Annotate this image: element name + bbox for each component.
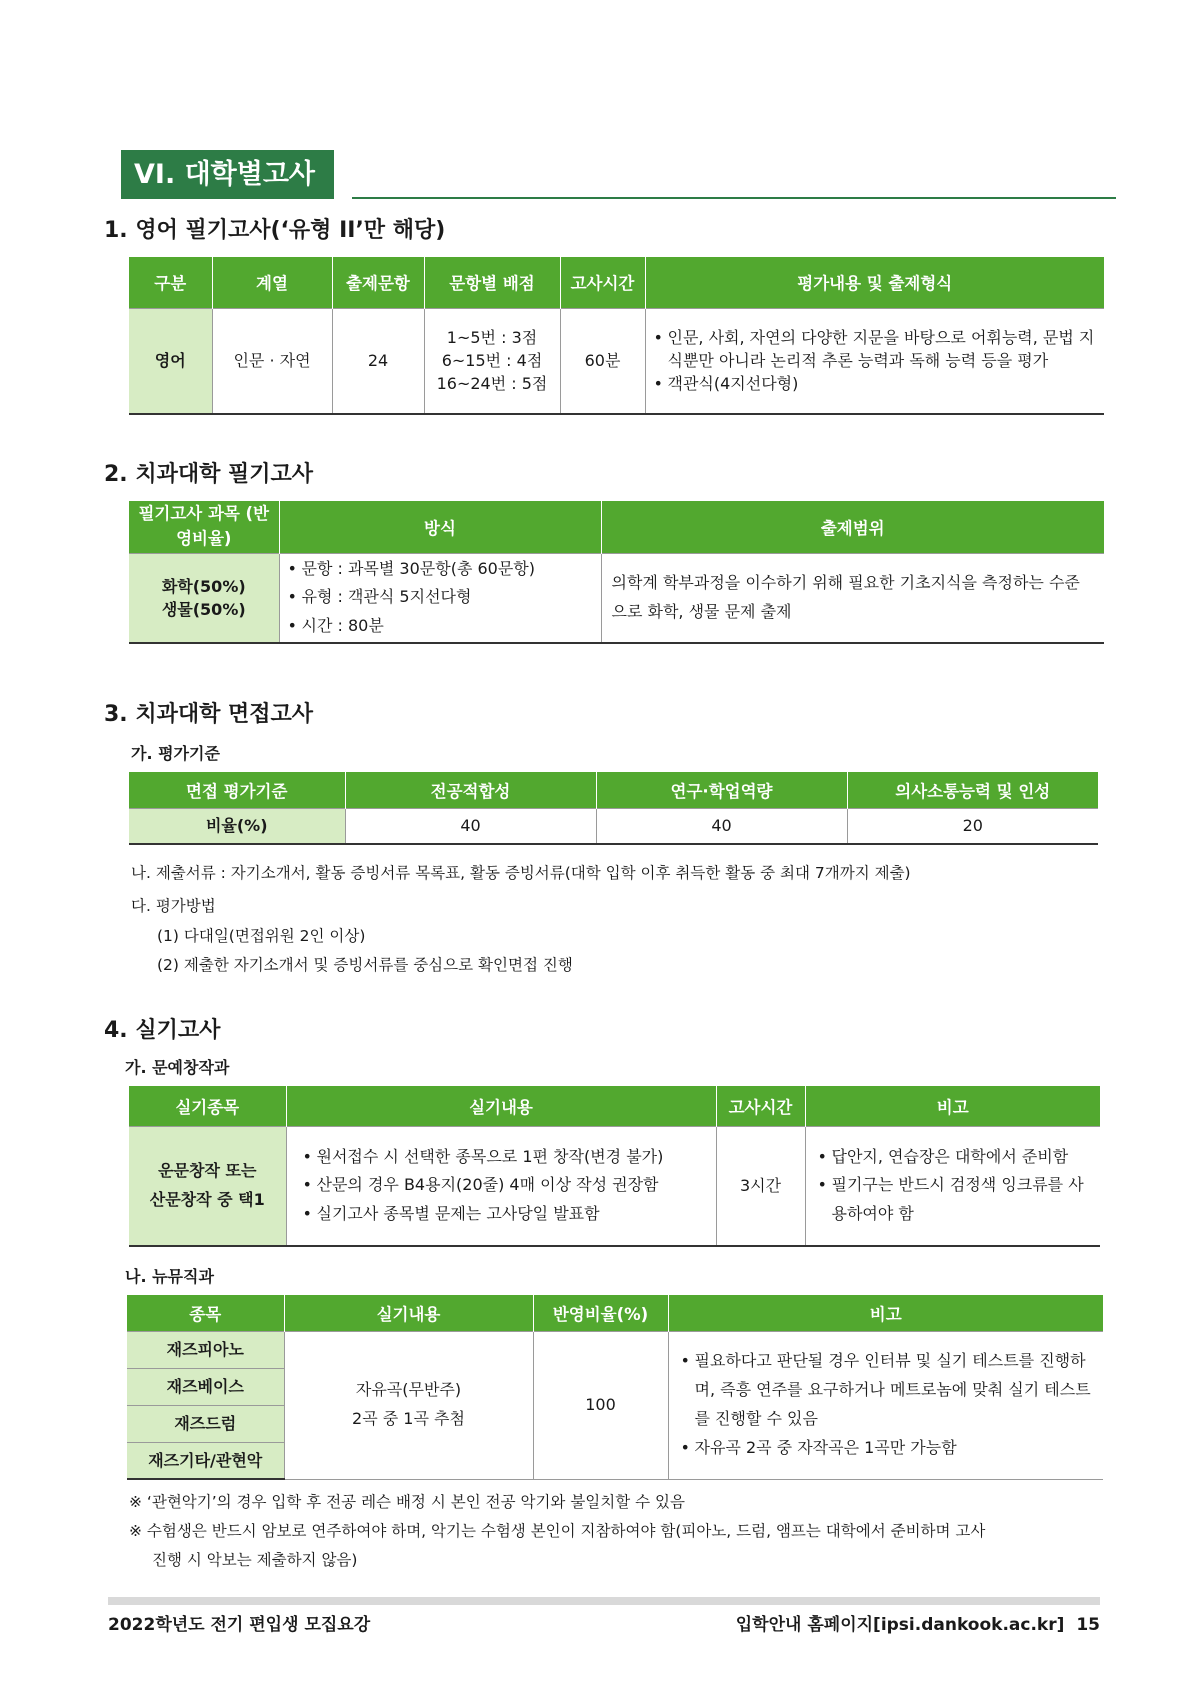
content-item: • 객관식(4지선다형) <box>652 372 1099 395</box>
cell-subject <box>129 1126 286 1246</box>
footer-title: 2022학년도 전기 편입생 모집요강 <box>108 1615 371 1635</box>
subject-line: 운문창작 또는 <box>158 1160 257 1180</box>
note-item: • 자유곡 2곡 중 자작곡은 1곡만 가능함 <box>679 1434 1098 1463</box>
header-major-fit: 전공적합성 <box>345 772 596 808</box>
footer-right <box>736 1610 1100 1635</box>
header-criteria: 면접 평가기준 <box>129 772 345 808</box>
header-subject: 종목 <box>127 1295 284 1331</box>
homepage-link[interactable]: 입학안내 홈페이지[ipsi.dankook.ac.kr] <box>735 1615 1065 1635</box>
subject-line: 생물(50%) <box>161 599 246 619</box>
header-scope: 출제범위 <box>601 501 1104 553</box>
cell-note <box>668 1331 1103 1479</box>
header-communication: 의사소통능력 및 인성 <box>847 772 1098 808</box>
footnote-line: ※ ‘관현악기’의 경우 입학 후 전공 레슨 배정 시 본인 전공 악기와 불일치할 수 있음 <box>129 1493 685 1511</box>
cell-count: 24 <box>332 308 424 414</box>
cell-ratio: 100 <box>533 1331 668 1479</box>
footnote-line: 진행 시 악보는 제출하지 않음) <box>152 1551 358 1569</box>
cell-method <box>279 553 601 643</box>
section-3-title: 3. 치과대학 면접고사 <box>104 702 313 727</box>
header-content: 실기내용 <box>284 1295 533 1331</box>
section-1-title: 1. 영어 필기고사(‘유형 II’만 해당) <box>104 218 446 243</box>
subject-line: 산문창작 중 택1 <box>149 1189 265 1209</box>
cell-subject: 재즈베이스 <box>127 1368 284 1405</box>
content-line: 2곡 중 1곡 추첨 <box>352 1409 465 1428</box>
score-line: 16~24번 : 5점 <box>436 374 548 394</box>
header-research: 연구·학업역량 <box>596 772 847 808</box>
cell-subject: 재즈피아노 <box>127 1331 284 1368</box>
cell-ratio-value: 40 <box>596 808 847 844</box>
method-line: (1) 다대일(면접위원 2인 이상) <box>157 927 366 945</box>
header-time: 고사시간 <box>560 257 645 308</box>
header-note: 비고 <box>668 1295 1103 1331</box>
dental-written-table <box>129 501 1104 644</box>
cell-subject: 재즈드럼 <box>127 1405 284 1442</box>
chapter-title: VI. 대학별고사 <box>121 150 334 199</box>
content-item: • 산문의 경우 B4용지(20줄) 4매 이상 작성 권장함 <box>301 1171 710 1200</box>
header-time: 고사시간 <box>716 1086 805 1126</box>
header-method: 방식 <box>279 501 601 553</box>
cell-ratio-label: 비율(%) <box>129 808 345 844</box>
content-item: • 인문, 사회, 자연의 다양한 지문을 바탕으로 어휘능력, 문법 지식뿐만 아니라 논리적 추론 능력과 독해 능력 등을 평가 <box>652 326 1099 372</box>
section-4-sub-a: 가. 문예창작과 <box>125 1058 230 1077</box>
cell-scope: 의학계 학부과정을 이수하기 위해 필요한 기초지식을 측정하는 수준으로 화학, 생물 문제 출제 <box>601 553 1104 643</box>
subject-line: 화학(50%) <box>161 576 246 596</box>
score-line: 1~5번 : 3점 <box>446 327 538 347</box>
content-item: • 원서접수 시 선택한 종목으로 1편 창작(변경 불가) <box>301 1143 710 1172</box>
method-item: • 유형 : 객관식 5지선다형 <box>286 583 595 612</box>
header-note: 비고 <box>805 1086 1100 1126</box>
new-music-table <box>127 1295 1103 1480</box>
score-line: 6~15번 : 4점 <box>441 351 543 371</box>
content-line: 자유곡(무반주) <box>355 1380 462 1400</box>
header-category: 구분 <box>129 257 212 308</box>
cell-note <box>805 1126 1100 1246</box>
cell-content <box>286 1126 716 1246</box>
method-line: (2) 제출한 자기소개서 및 증빙서류를 중심으로 확인면접 진행 <box>157 956 573 974</box>
method-item: • 시간 : 80분 <box>286 612 595 641</box>
section-4-title: 4. 실기고사 <box>104 1018 221 1043</box>
header-question-count: 출제문항 <box>332 257 424 308</box>
section-3-sub-c: 다. 평가방법 <box>131 897 216 915</box>
footnote-line: ※ 수험생은 반드시 암보로 연주하여야 하며, 악기는 수험생 본인이 지참하여야 함(피아노, 드럼, 앰프는 대학에서 준비하며 고사 <box>129 1522 986 1540</box>
section-4-sub-b: 나. 뉴뮤직과 <box>125 1267 214 1286</box>
cell-ratio-value: 20 <box>847 808 1098 844</box>
header-score: 문항별 배점 <box>424 257 560 308</box>
header-ratio: 반영비율(%) <box>533 1295 668 1331</box>
content-item: • 실기고사 종목별 문제는 고사당일 발표함 <box>301 1200 710 1229</box>
note-item: • 필요하다고 판단될 경우 인터뷰 및 실기 테스트를 진행하며, 즉흥 연주를 요구하거나 메트로놈에 맞춰 실기 테스트를 진행할 수 있음 <box>679 1347 1098 1433</box>
header-content: 평가내용 및 출제형식 <box>645 257 1104 308</box>
footer-bar <box>108 1597 1100 1605</box>
cell-time: 60분 <box>560 308 645 414</box>
section-2-title: 2. 치과대학 필기고사 <box>104 462 313 487</box>
page-number: 15 <box>1076 1615 1100 1635</box>
cell-subject: 재즈기타/관현악 <box>127 1442 284 1479</box>
note-item: • 답안지, 연습장은 대학에서 준비함 <box>816 1143 1095 1172</box>
creative-writing-table <box>129 1086 1100 1247</box>
cell-ratio-value: 40 <box>345 808 596 844</box>
cell-content <box>284 1331 533 1479</box>
interview-criteria-table <box>129 772 1098 845</box>
cell-subjects <box>129 553 279 643</box>
cell-track: 인문 · 자연 <box>212 308 332 414</box>
english-exam-table <box>129 257 1104 415</box>
cell-time: 3시간 <box>716 1126 805 1246</box>
note-item: • 필기구는 반드시 검정색 잉크류를 사용하여야 함 <box>816 1171 1095 1229</box>
header-subject-ratio: 필기고사 과목 (반영비율) <box>129 501 279 553</box>
cell-scores <box>424 308 560 414</box>
section-3-sub-b: 나. 제출서류 : 자기소개서, 활동 증빙서류 목록표, 활동 증빙서류(대학 입학 이후 취득한 활동 중 최대 7개까지 제출) <box>131 864 911 882</box>
header-track: 계열 <box>212 257 332 308</box>
cell-content <box>645 308 1104 414</box>
chapter-divider <box>352 197 1116 199</box>
header-subject: 실기종목 <box>129 1086 286 1126</box>
cell-subject: 영어 <box>129 308 212 414</box>
section-3-sub-a: 가. 평가기준 <box>131 744 220 763</box>
method-item: • 문항 : 과목별 30문항(총 60문항) <box>286 555 595 584</box>
header-content: 실기내용 <box>286 1086 716 1126</box>
